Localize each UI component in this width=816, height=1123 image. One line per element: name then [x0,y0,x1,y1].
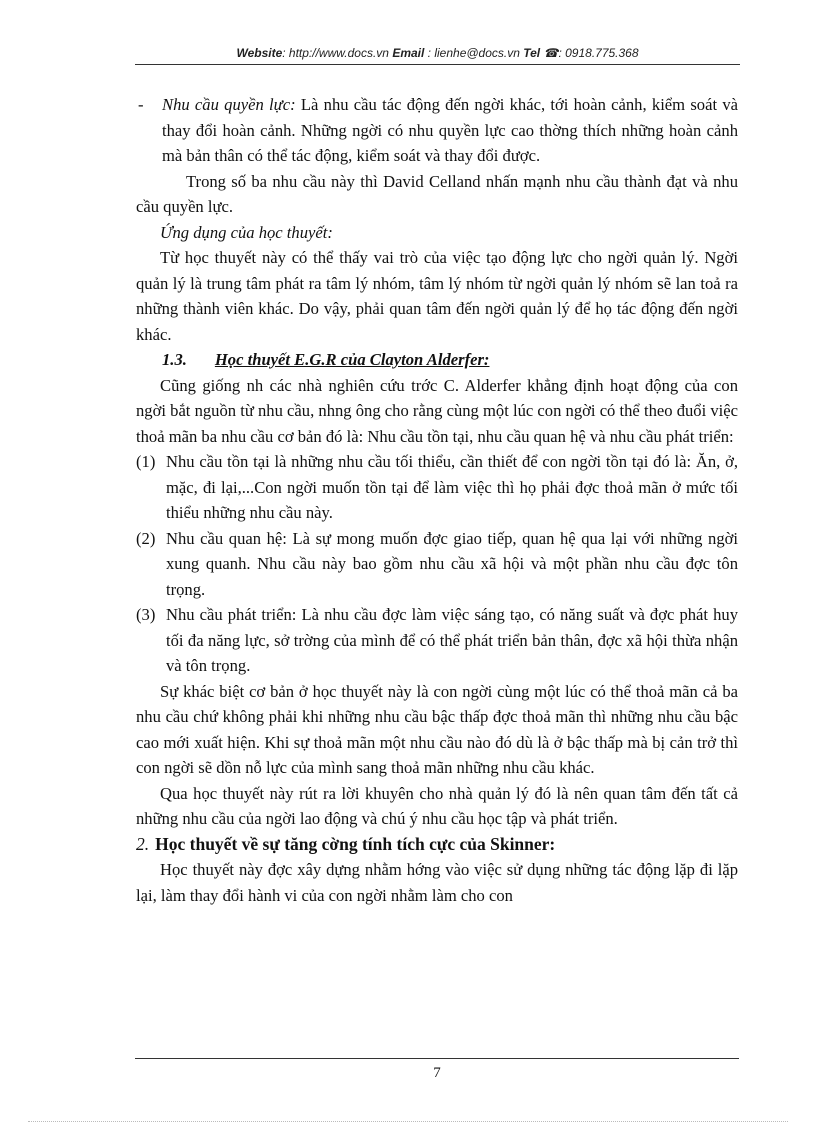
website-value: : http://www.docs.vn [282,46,389,60]
list-item [136,526,738,603]
section-number: 1.3. [162,350,187,369]
list-number: (1) [136,452,156,471]
section-heading-1-3 [136,347,738,373]
list-number: (2) [136,528,156,548]
paragraph: Từ học thuyết này có thể thấy vai trò của việc tạo động lực cho ngời quản lý. Ngời quản lý là trung tâm phát ra tâm lý nhóm, tâm lý nhóm từ ngời quản lý nhóm sẽ lan toả ra những thành viên khác. Do vậy, phải quan tâm đến ngời quản lý để họ tác động đến ngời khác. [136,248,738,344]
list-text: Nhu cầu quan hệ: Là sự mong muốn đợc giao tiếp, quan hệ qua lại với những ngời xung quanh. Nhu cầu này bao gồm nhu cầu xã hội và một phần nhu cầu đợc tôn trọng. [166,528,738,599]
email-label: Email [392,46,425,60]
paragraph: Trong số ba nhu cầu này thì David Celland nhấn mạnh nhu cầu thành đạt và nhu cầu quyền lực. [136,171,738,216]
bullet-paragraph [136,92,738,169]
footer-divider [135,1058,739,1059]
tel-value: : 0918.775.368 [558,46,639,60]
section-title: Học thuyết E.G.R của Clayton Alderfer: [214,350,490,369]
paragraph: Cũng giống nh các nhà nghiên cứu trớc C. Alderfer khẳng định hoạt động của con ngời bắt nguồn từ nhu cầu, nhng ông cho rằng cùng một lúc con ngời có thể theo đuổi việc thoả mãn ba nhu cầu cơ bản đó là: Nhu cầu tồn tại, nhu cầu quan hệ và nhu cầu phát triển: [136,375,738,446]
subheading-application: Ứng dụng của học thuyết: [160,222,333,242]
paragraph: Qua học thuyết này rút ra lời khuyên cho nhà quản lý đó là nên quan tâm đến tất cả những nhu cầu của ngời lao động và chú ý nhu cầu học tập và phát triển. [136,783,738,828]
tel-label: Tel [523,46,541,60]
section-heading-2 [136,832,738,858]
page-header [135,46,740,65]
list-item [136,449,738,526]
term-power-need: Nhu cầu quyền lực: [162,95,296,114]
paragraph-text: Là nhu cầu tác động đến ngời khác, tới hoàn cảnh, kiểm soát và thay đổi hoàn cảnh. Những ngời có nhu quyền lực cao thờng thích những hoàn cảnh mà bản thân có thể tác động, kiểm soát và thay đổi được. [162,95,738,165]
section-number: 2. [136,833,150,854]
section-title: Học thuyết về sự tăng cờng tính tích cực của Skinner: [155,833,556,854]
list-text: Nhu cầu phát triển: Là nhu cầu đợc làm việc sáng tạo, có năng suất và đợc phát huy tối đa năng lực, sở trờng của mình để có thể phát triển bản thân, đợc xã hội thừa nhận và tôn trọng. [166,605,738,675]
page-edge-dotted-line [28,1121,788,1122]
list-text: Nhu cầu tồn tại là những nhu cầu tối thiểu, cần thiết để con ngời tồn tại đó là: Ăn, ở, mặc, đi lại,...Con ngời muốn tồn tại để làm việc thì họ phải đợc thoả mãn ở mức tối thiểu những nhu cầu này. [166,452,738,522]
document-body [136,92,738,908]
paragraph: Sự khác biệt cơ bản ở học thuyết này là con ngời cùng một lúc có thể thoả mãn cả ba nhu cầu chứ không phải khi những nhu cầu bậc thấp đợc thoả mãn thì những nhu cầu bậc cao mới xuất hiện. Khi sự thoả mãn một nhu cầu nào đó dù là ở bậc thấp mà bị cản trở thì con ngời sẽ dồn nỗ lực của mình sang thoả mãn những nhu cầu khác. [136,681,738,777]
list-item [136,602,738,679]
bullet-mark: - [138,95,144,114]
paragraph: Học thuyết này đợc xây dựng nhằm hớng vào việc sử dụng những tác động lặp đi lặp lại, làm thay đổi hành vi của con ngời nhằm làm cho con [136,860,738,905]
list-number: (3) [136,605,156,624]
page-number: 7 [433,1065,441,1081]
phone-icon: ☎ [543,46,559,60]
email-value: : lienhe@docs.vn [427,46,520,60]
website-label: Website [236,46,283,60]
